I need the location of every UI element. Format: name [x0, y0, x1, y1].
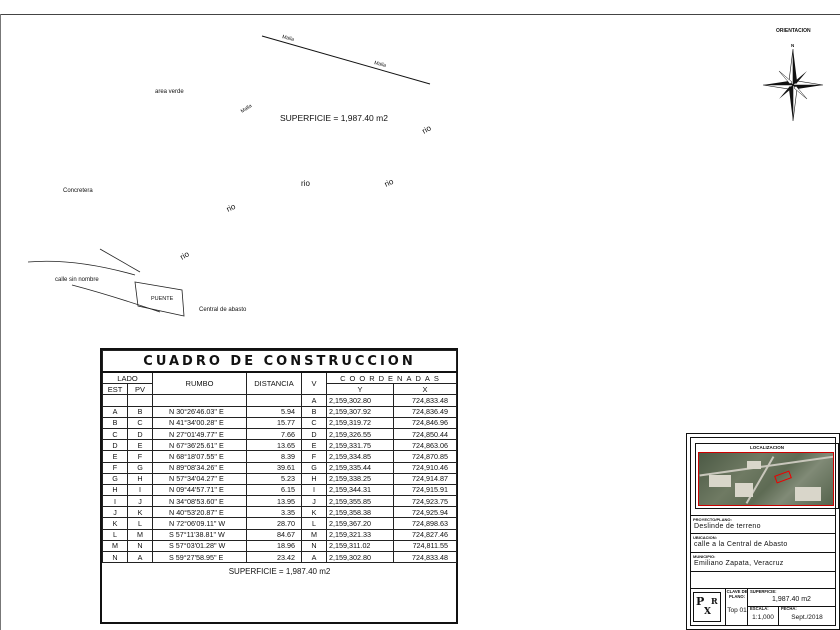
cell-x: 724,914.87	[394, 473, 457, 484]
table-row	[103, 440, 457, 451]
location-box	[695, 443, 839, 509]
cell-distancia: 28.70	[247, 518, 302, 529]
cell-y: 2,159,302.80	[327, 552, 394, 563]
cell-x: 724,850.44	[394, 428, 457, 439]
cell-distancia: 13.65	[247, 440, 302, 451]
cell-est: L	[103, 529, 128, 540]
date-value: Sept./2018	[791, 614, 823, 621]
north-arrow-icon	[763, 49, 823, 121]
municipality-section: MUNICIPIO: Emiliano Zapata, Veracruz	[691, 552, 835, 570]
table-row	[103, 428, 457, 439]
company-logo-icon: P X R	[693, 592, 721, 622]
cell-distancia: 8.39	[247, 451, 302, 462]
cell-rumbo: N 09°44'57.71" E	[153, 484, 247, 495]
cell-y: 2,159,319.72	[327, 417, 394, 428]
cell-est: D	[103, 440, 128, 451]
fence-line	[262, 36, 430, 84]
concretera-label: Concretera	[63, 188, 93, 194]
cell-x: 724,910.46	[394, 462, 457, 473]
table-row	[103, 406, 457, 417]
calle-label: calle sin nombre	[55, 277, 99, 283]
cell-x: 724,827.46	[394, 529, 457, 540]
cell-distancia: 7.66	[247, 428, 302, 439]
table-title: CUADRO DE CONSTRUCCION	[103, 351, 457, 373]
cell-rumbo: N 41°34'00.28" E	[153, 417, 247, 428]
cell-v: N	[302, 540, 327, 551]
cell-y: 2,159,355.85	[327, 496, 394, 507]
cell-pv: I	[128, 484, 153, 495]
cell-est: C	[103, 428, 128, 439]
header-v: V	[302, 372, 327, 395]
header-y: Y	[327, 384, 394, 395]
table-row	[103, 518, 457, 529]
rio-label-4: rio	[383, 176, 395, 189]
table-footer-surface: SUPERFICIE = 1,987.40 m2	[228, 567, 331, 577]
cell-rumbo: S 59°27'58.95" E	[153, 552, 247, 563]
table-row-first	[103, 395, 457, 406]
project-value: Deslinde de terreno	[694, 523, 761, 530]
cell-distancia: 23.42	[247, 552, 302, 563]
cell-x: 724,898.63	[394, 518, 457, 529]
cell-distancia: 13.95	[247, 496, 302, 507]
cell-v: E	[302, 440, 327, 451]
cell-v: I	[302, 484, 327, 495]
cell-rumbo: N 89°08'34.26" E	[153, 462, 247, 473]
cell-est: F	[103, 462, 128, 473]
location-value: calle a la Central de Abasto	[694, 541, 788, 548]
header-distancia: DISTANCIA	[247, 372, 302, 395]
rio-label-3: rio	[301, 179, 310, 188]
title-block	[686, 433, 840, 630]
scale-value: 1:1,000	[752, 614, 774, 621]
rio-label-5: rio	[420, 123, 433, 136]
cell-x: 724,833.48	[394, 552, 457, 563]
cell-distancia: 3.35	[247, 507, 302, 518]
cell-y: 2,159,307.92	[327, 406, 394, 417]
cell-distancia: 5.23	[247, 473, 302, 484]
malla-label-1: Malla	[281, 34, 295, 43]
cell-v: L	[302, 518, 327, 529]
table-row	[103, 540, 457, 551]
table-row	[103, 417, 457, 428]
surface-cell: SUPERFICIE: 1,987.40 m2	[748, 589, 835, 607]
cell-x: 724,863.06	[394, 440, 457, 451]
cell-x: 724,811.55	[394, 540, 457, 551]
table-row	[103, 473, 457, 484]
cell-v: G	[302, 462, 327, 473]
cell-y: 2,159,358.38	[327, 507, 394, 518]
cell-x: 724,870.85	[394, 451, 457, 462]
title-block-bottom	[691, 588, 835, 625]
title-block-inner	[690, 437, 836, 626]
cell-pv: J	[128, 496, 153, 507]
cell-est: K	[103, 518, 128, 529]
cell-distancia: 6.15	[247, 484, 302, 495]
cell-x: 724,836.49	[394, 406, 457, 417]
cell-distancia: 5.94	[247, 406, 302, 417]
cell-est: J	[103, 507, 128, 518]
table-row	[103, 451, 457, 462]
cell-rumbo: N 67°36'25.61" E	[153, 440, 247, 451]
cell-v: B	[302, 406, 327, 417]
date-cell: FECHA: Sept./2018	[778, 606, 835, 625]
cell-x: 724,915.91	[394, 484, 457, 495]
cell-est: B	[103, 417, 128, 428]
cell-distancia: 84.67	[247, 529, 302, 540]
cell-y: 2,159,338.25	[327, 473, 394, 484]
construction-table	[100, 348, 458, 624]
municipality-value: Emiliano Zapata, Veracruz	[694, 560, 784, 567]
header-x: X	[394, 384, 457, 395]
cell-distancia: 18.96	[247, 540, 302, 551]
cell-v: A	[302, 395, 327, 406]
cell-pv: C	[128, 417, 153, 428]
location-section: UBICACION: calle a la Central de Abasto	[691, 533, 835, 551]
cell-pv: E	[128, 440, 153, 451]
cell-v: M	[302, 529, 327, 540]
road-lines	[28, 249, 184, 316]
location-label: LOCALIZACION	[750, 445, 784, 450]
cell-rumbo: N 68°18'07.55" E	[153, 451, 247, 462]
table-row	[103, 529, 457, 540]
malla-label-3: Malla	[239, 103, 254, 115]
header-lado: LADO	[103, 372, 153, 384]
header-pv: PV	[128, 384, 153, 395]
cell-v: K	[302, 507, 327, 518]
table-row	[103, 462, 457, 473]
cell-x: 724,846.96	[394, 417, 457, 428]
cell-pv: N	[128, 540, 153, 551]
area-verde-label: area verde	[155, 89, 184, 95]
cell-x: 724,923.75	[394, 496, 457, 507]
cell-v: J	[302, 496, 327, 507]
table-row	[103, 507, 457, 518]
rio-label-2: rio	[225, 201, 237, 214]
cell-v: D	[302, 428, 327, 439]
cell-rumbo: N 57°34'04.27" E	[153, 473, 247, 484]
cell-est: I	[103, 496, 128, 507]
cell-y: 2,159,367.20	[327, 518, 394, 529]
cell-distancia: 15.77	[247, 417, 302, 428]
plan-key-value: Top 01	[727, 607, 747, 614]
cell-rumbo: S 57°03'01.28" W	[153, 540, 247, 551]
cell-y: 2,159,334.85	[327, 451, 394, 462]
location-marker-icon	[774, 471, 792, 484]
cell-v: C	[302, 417, 327, 428]
header-rumbo: RUMBO	[153, 372, 247, 395]
cell-x: 724,925.94	[394, 507, 457, 518]
cell-y: 2,159,311.02	[327, 540, 394, 551]
cell-distancia: 39.61	[247, 462, 302, 473]
cell-y: 2,159,302.80	[327, 395, 394, 406]
cell-est: N	[103, 552, 128, 563]
puente-label: PUENTE	[151, 296, 174, 302]
cell-est: E	[103, 451, 128, 462]
cell-rumbo: N 40°53'20.87" E	[153, 507, 247, 518]
cell-rumbo: N 27°01'49.77" E	[153, 428, 247, 439]
table-row	[103, 496, 457, 507]
cell-pv: D	[128, 428, 153, 439]
table-row	[103, 484, 457, 495]
cell-est: G	[103, 473, 128, 484]
plan-key-cell: CLAVE DE PLANO: Top 01	[725, 589, 748, 625]
header-coordenadas: COORDENADAS	[327, 372, 457, 384]
cell-pv: A	[128, 552, 153, 563]
cell-est: M	[103, 540, 128, 551]
cell-x: 724,833.48	[394, 395, 457, 406]
surface-value: 1,987.40 m2	[772, 596, 811, 603]
cell-pv: K	[128, 507, 153, 518]
cell-y: 2,159,321.33	[327, 529, 394, 540]
central-label: Central de abasto	[199, 307, 247, 313]
surface-label: SUPERFICIE = 1,987.40 m2	[280, 113, 388, 123]
cell-rumbo: S 57°11'38.81" W	[153, 529, 247, 540]
cell-rumbo: N 34°08'53.60" E	[153, 496, 247, 507]
location-satellite-map	[698, 452, 834, 506]
table-row	[103, 552, 457, 563]
rio-label-1: rio	[178, 249, 191, 262]
cell-pv: M	[128, 529, 153, 540]
cell-y: 2,159,335.44	[327, 462, 394, 473]
scale-cell: ESCALA: 1:1,000	[748, 606, 778, 625]
cell-est: A	[103, 406, 128, 417]
cell-y: 2,159,344.31	[327, 484, 394, 495]
cell-rumbo: N 72°06'09.11" W	[153, 518, 247, 529]
cell-est: H	[103, 484, 128, 495]
cell-v: F	[302, 451, 327, 462]
project-section: PROYECTO/PLANO: Deslinde de terreno	[691, 515, 835, 532]
cell-pv: G	[128, 462, 153, 473]
malla-label-2: Malla	[373, 60, 387, 69]
cell-pv: B	[128, 406, 153, 417]
cell-pv: L	[128, 518, 153, 529]
info-cells	[747, 589, 835, 625]
cell-rumbo: N 30°26'46.03" E	[153, 406, 247, 417]
header-est: EST	[103, 384, 128, 395]
cell-v: H	[302, 473, 327, 484]
cell-pv: F	[128, 451, 153, 462]
cell-pv: H	[128, 473, 153, 484]
north-label: N	[791, 43, 795, 48]
orientation-title: ORIENTACION	[776, 28, 811, 34]
cell-v: A	[302, 552, 327, 563]
cell-y: 2,159,331.75	[327, 440, 394, 451]
cell-y: 2,159,326.55	[327, 428, 394, 439]
